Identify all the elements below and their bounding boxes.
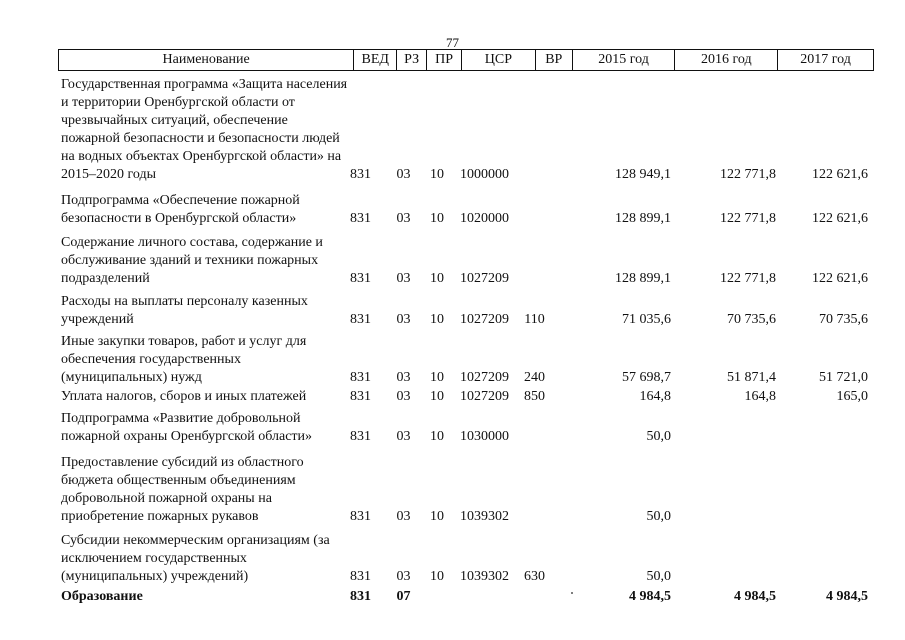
row-2015: 128 899,1	[615, 211, 671, 226]
row-csr: 1027209	[460, 370, 509, 385]
header-2017: 2017 год	[777, 50, 873, 70]
row-ved: 831	[350, 167, 371, 182]
row-rz: 03	[396, 509, 411, 524]
row-2015: 128 899,1	[615, 271, 671, 286]
row-csr: 1039302	[460, 509, 509, 524]
row-2015: 50,0	[646, 569, 671, 584]
row-ved: 831	[350, 569, 371, 584]
row-ved: 831	[350, 429, 371, 444]
table-row	[0, 446, 905, 526]
row-pr: 10	[430, 389, 444, 404]
row-name: Предоставление субсидий из областного бюджета общественным объединениям добровольной пожарной охраны на приобретение пожарных рукавов	[61, 455, 304, 524]
row-ved: 831	[350, 589, 371, 604]
row-rz: 03	[396, 167, 411, 182]
header-vr: ВР	[535, 50, 572, 70]
header-csr: ЦСР	[461, 50, 535, 70]
row-csr: 1027209	[460, 312, 509, 327]
table-body	[0, 77, 905, 606]
row-name: Подпрограмма «Обеспечение пожарной безопасности в Оренбургской области»	[61, 193, 300, 226]
row-name: Уплата налогов, сборов и иных платежей	[61, 389, 307, 404]
row-2015: 4 984,5	[629, 589, 671, 604]
row-ved: 831	[350, 271, 371, 286]
row-rz: 03	[396, 211, 411, 226]
row-2016: 51 871,4	[727, 370, 776, 385]
scan-speck	[571, 592, 573, 594]
table-row	[0, 228, 905, 288]
row-rz: 07	[396, 589, 411, 604]
row-csr: 1030000	[460, 429, 509, 444]
row-pr: 10	[430, 429, 444, 444]
row-2015: 164,8	[639, 389, 671, 404]
row-name: Подпрограмма «Развитие добровольной пожарной охраны Оренбургской области»	[61, 411, 313, 444]
table-row	[0, 77, 905, 184]
row-2016: 122 771,8	[720, 167, 776, 182]
row-rz: 03	[396, 429, 411, 444]
header-name: Наименование	[162, 52, 250, 67]
row-2017: 51 721,0	[819, 370, 868, 385]
table-row-total	[0, 586, 905, 606]
row-2016: 122 771,8	[720, 211, 776, 226]
table-row	[0, 329, 905, 387]
row-name: Государственная программа «Защита населения и территории Оренбургской области от чрезвычайных ситуаций, обеспечение пожарной безопасности и безопасности людей на водных объектах Оренбургской области» на 2015–2020 годы	[61, 77, 348, 182]
row-2015: 50,0	[646, 429, 671, 444]
row-rz: 03	[396, 370, 411, 385]
row-2017: 122 621,6	[812, 167, 868, 182]
row-2016: 70 735,6	[727, 312, 776, 327]
table-row	[0, 184, 905, 228]
row-csr: 1039302	[460, 569, 509, 584]
row-ved: 831	[350, 509, 371, 524]
row-csr: 1027209	[460, 271, 509, 286]
row-pr: 10	[430, 370, 444, 385]
header-ved: ВЕД	[353, 50, 396, 70]
table-row	[0, 526, 905, 586]
row-rz: 03	[396, 389, 411, 404]
row-2017: 122 621,6	[812, 211, 868, 226]
header-2016: 2016 год	[674, 50, 777, 70]
table-row	[0, 387, 905, 406]
row-2017: 4 984,5	[826, 589, 868, 604]
row-pr: 10	[430, 509, 444, 524]
row-pr: 10	[430, 271, 444, 286]
row-vr: 240	[524, 370, 545, 385]
header-rz: РЗ	[396, 50, 426, 70]
row-2016: 164,8	[744, 389, 776, 404]
row-ved: 831	[350, 312, 371, 327]
row-name: Содержание личного состава, содержание и обслуживание зданий и техники пожарных подразделений	[61, 235, 323, 286]
row-2016: 122 771,8	[720, 271, 776, 286]
row-rz: 03	[396, 569, 411, 584]
row-rz: 03	[396, 312, 411, 327]
row-csr: 1020000	[460, 211, 509, 226]
row-2016: 4 984,5	[734, 589, 776, 604]
row-2017: 70 735,6	[819, 312, 868, 327]
row-ved: 831	[350, 211, 371, 226]
header-2015: 2015 год	[572, 50, 675, 70]
row-name: Расходы на выплаты персоналу казенных учреждений	[61, 294, 308, 327]
table-row	[0, 288, 905, 329]
header-pr: ПР	[426, 50, 461, 70]
row-ved: 831	[350, 370, 371, 385]
row-name: Иные закупки товаров, работ и услуг для обеспечения государственных (муниципальных) нужд	[61, 334, 307, 385]
row-csr: 1027209	[460, 389, 509, 404]
table-row	[0, 406, 905, 446]
row-pr: 10	[430, 312, 444, 327]
row-2017: 122 621,6	[812, 271, 868, 286]
row-2015: 71 035,6	[622, 312, 671, 327]
row-csr: 1000000	[460, 167, 509, 182]
table-header	[58, 49, 874, 71]
page-number: 77	[446, 35, 459, 50]
row-rz: 03	[396, 271, 411, 286]
row-2015: 50,0	[646, 509, 671, 524]
row-name: Субсидии некоммерческим организациям (за исключением государственных (муниципальных) учреждений)	[61, 533, 330, 584]
row-pr: 10	[430, 211, 444, 226]
row-vr: 110	[524, 312, 545, 327]
row-2017: 165,0	[836, 389, 868, 404]
row-ved: 831	[350, 389, 371, 404]
row-2015: 57 698,7	[622, 370, 671, 385]
row-name: Образование	[61, 589, 143, 604]
row-vr: 630	[524, 569, 545, 584]
row-vr: 850	[524, 389, 545, 404]
row-pr: 10	[430, 167, 444, 182]
row-2015: 128 949,1	[615, 167, 671, 182]
row-pr: 10	[430, 569, 444, 584]
